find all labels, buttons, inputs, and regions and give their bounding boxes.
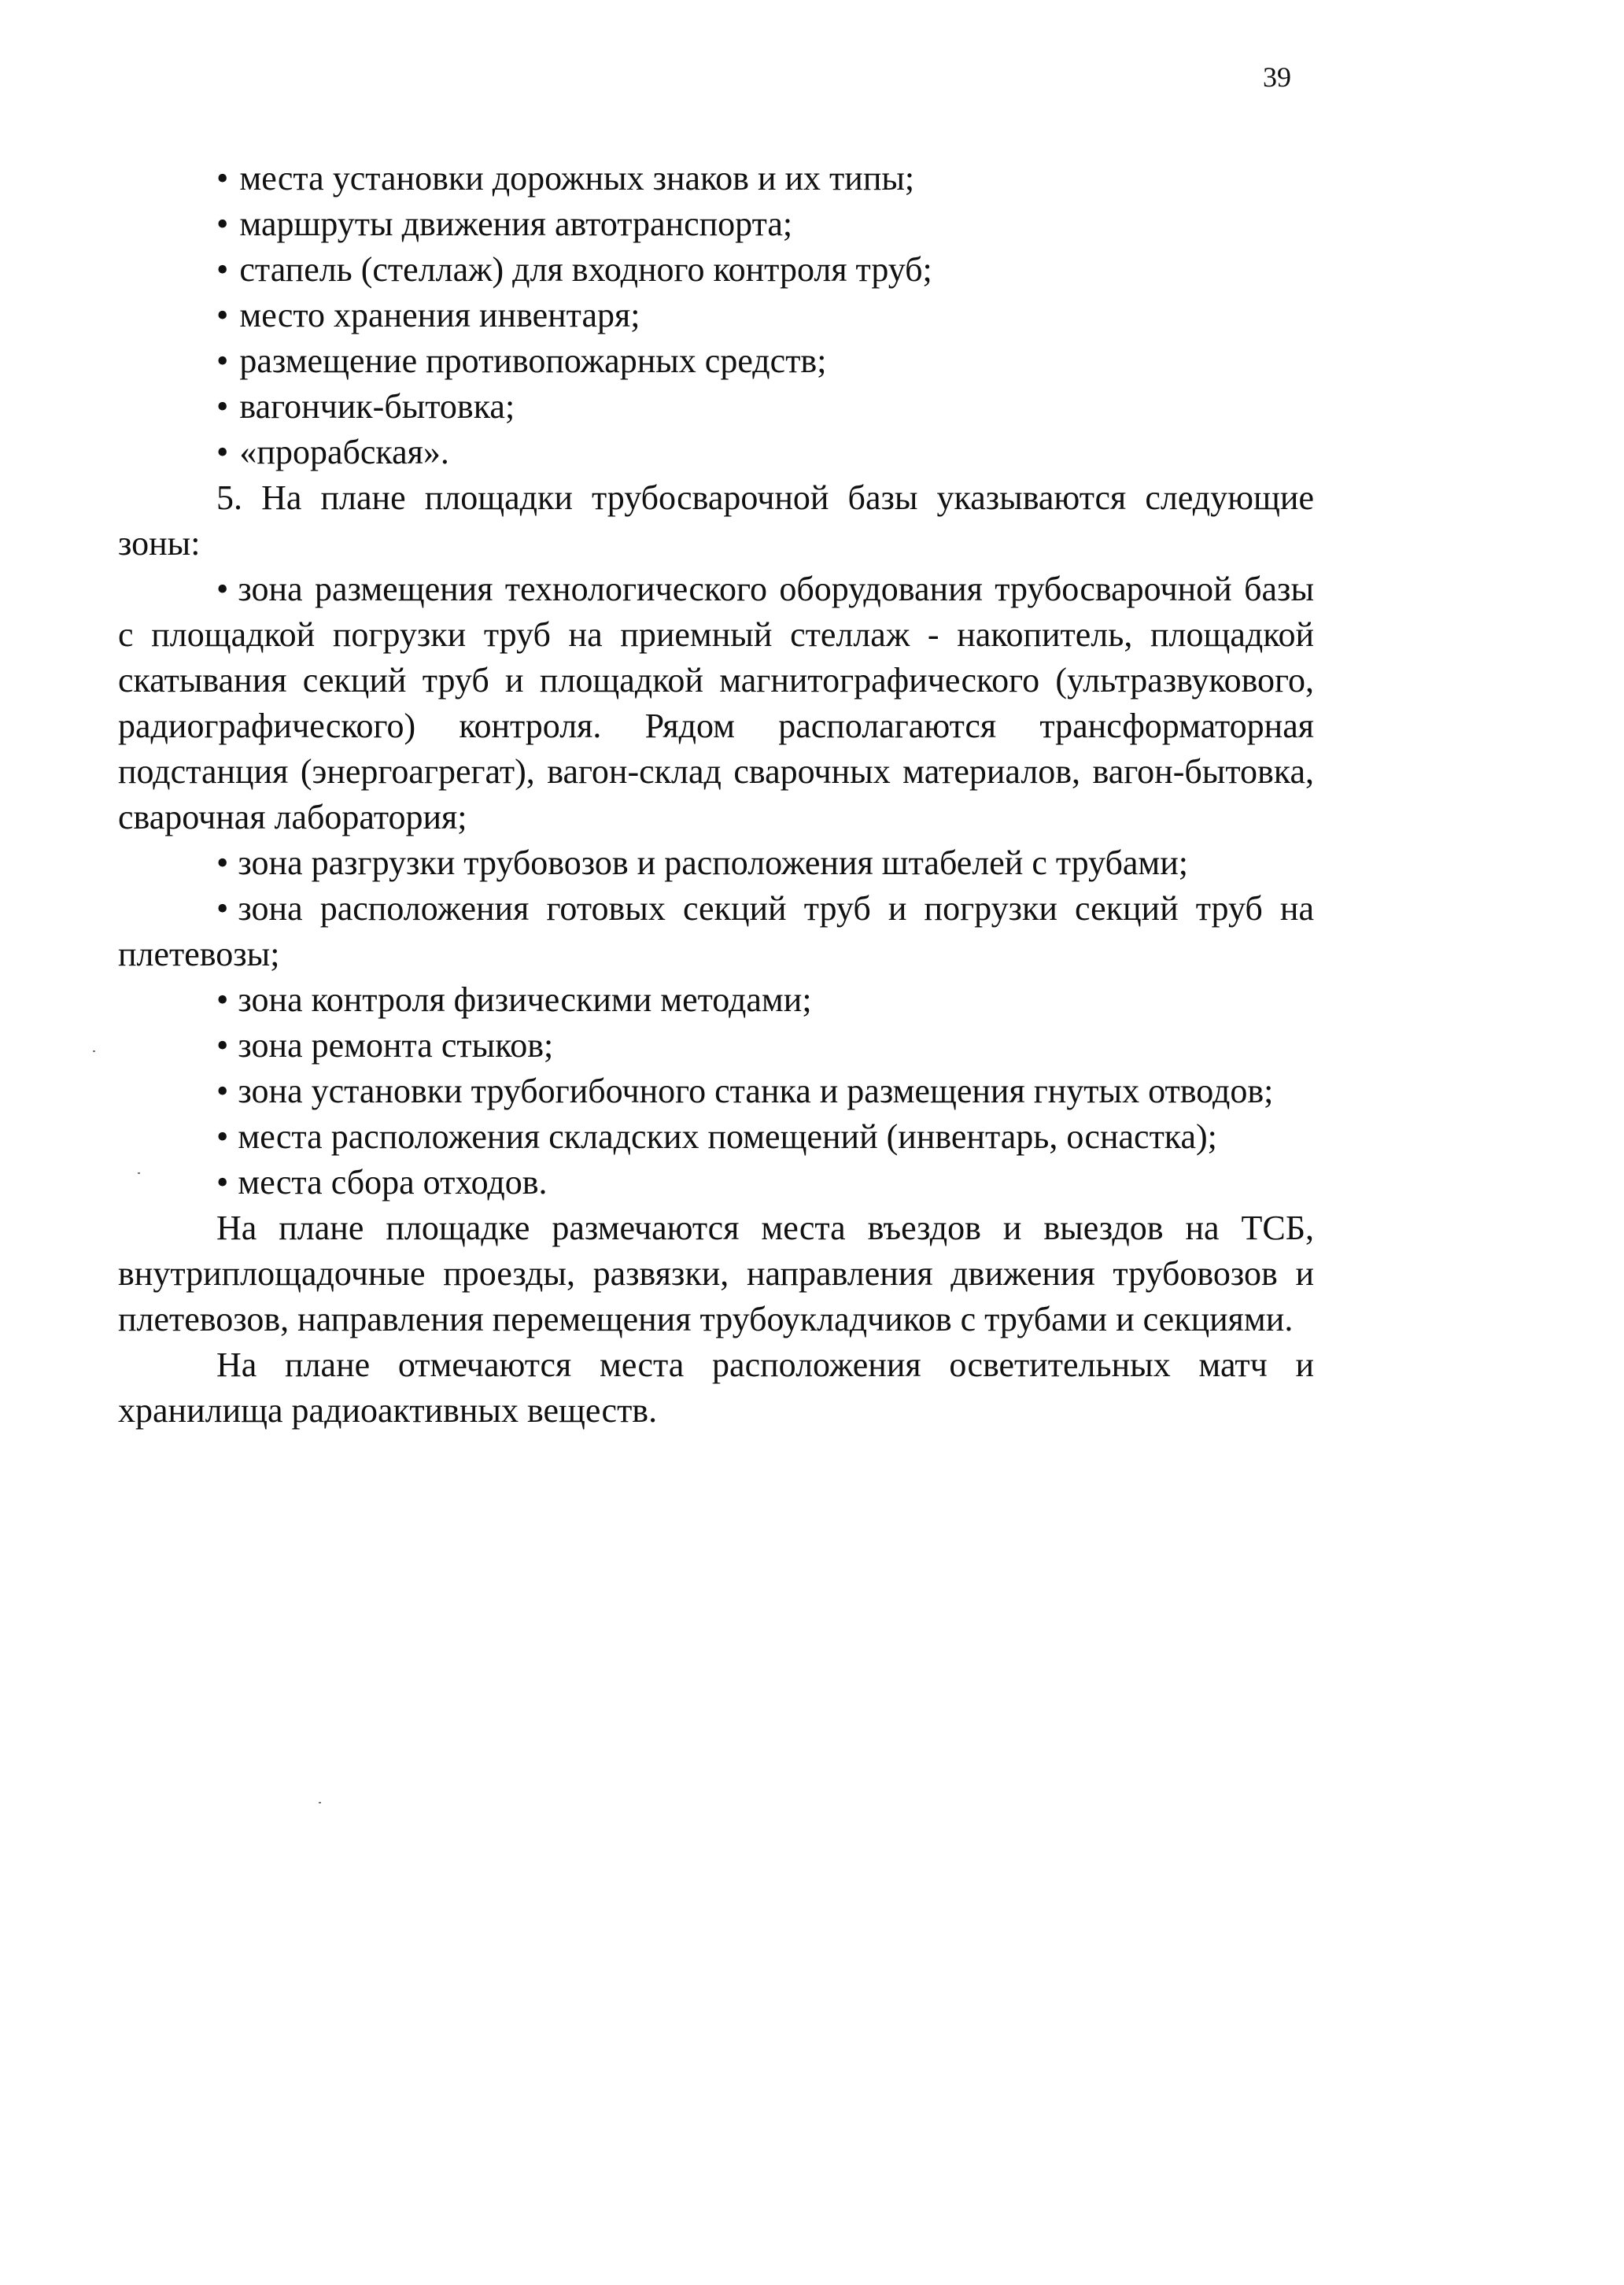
list-item — [118, 156, 1314, 201]
list-item-text: место хранения инвентаря; — [239, 296, 640, 334]
zone-item-text: места расположения складских помещений (инвентарь, оснастка); — [238, 1117, 1217, 1156]
bullet-icon: • — [216, 296, 229, 334]
list-item-text: стапель (стеллаж) для входного контроля труб; — [239, 250, 932, 289]
zone-item — [118, 1069, 1314, 1114]
bullet-icon: • — [216, 1072, 229, 1110]
page-content — [118, 156, 1314, 1434]
bullet-icon: • — [216, 889, 229, 928]
zone-item — [118, 886, 1314, 977]
list-item — [118, 293, 1314, 338]
bullet-icon: • — [216, 570, 229, 608]
section-5-intro: 5. На плане площадки трубосварочной базы указываются следующие зоны: — [118, 478, 1314, 563]
list-item — [118, 338, 1314, 384]
closing-paragraph: На плане отмечаются места расположения осветительных матч и хранилища радиоактивных веществ. — [118, 1346, 1314, 1430]
zones-list — [118, 567, 1314, 1205]
bullet-icon: • — [216, 205, 229, 243]
zone-item-text: зона размещения технологического оборудования трубосварочной базы с площадкой погрузки труб на приемный стеллаж - накопитель, площадкой скатывания секций труб и площадкой магнитографического (ультразвукового, радиографического) контроля. Рядом располагаются трансформаторная подстанция (энергоагрегат), вагон-склад сварочных материалов, вагон-бытовка, сварочная лаборатория; — [118, 570, 1314, 836]
zone-item — [118, 1114, 1314, 1160]
scan-speck — [138, 1172, 140, 1174]
list-item-text: маршруты движения автотранспорта; — [239, 205, 793, 243]
bullet-icon: • — [216, 1026, 229, 1065]
scan-speck — [319, 1802, 321, 1803]
list-item — [118, 201, 1314, 247]
bullet-icon: • — [216, 159, 229, 197]
zone-item — [118, 1160, 1314, 1205]
list-item — [118, 430, 1314, 475]
list-item-text: места установки дорожных знаков и их типы; — [239, 159, 915, 197]
list-item — [118, 247, 1314, 293]
bullet-icon: • — [216, 1163, 229, 1202]
bullet-icon: • — [216, 387, 229, 426]
bullet-icon: • — [216, 341, 229, 380]
zone-item — [118, 977, 1314, 1023]
zone-item — [118, 567, 1314, 840]
closing-paragraph: На плане площадке размечаются места въездов и выездов на ТСБ, внутриплощадочные проезды, развязки, направления движения трубовозов и плетевозов, направления перемещения трубоукладчиков с трубами и секциями. — [118, 1209, 1314, 1338]
zone-item-text: зона контроля физическими методами; — [238, 980, 812, 1019]
bullet-icon: • — [216, 843, 229, 882]
list-item-text: размещение противопожарных средств; — [239, 341, 827, 380]
zone-item-text: зона разгрузки трубовозов и расположения штабелей с трубами; — [238, 843, 1188, 882]
zone-item-text: зона расположения готовых секций труб и погрузки секций труб на плетевозы; — [118, 889, 1314, 973]
zone-item-text: зона ремонта стыков; — [238, 1026, 554, 1065]
list-item-text: вагончик-бытовка; — [239, 387, 515, 426]
zone-item-text: места сбора отходов. — [238, 1163, 548, 1202]
zone-item — [118, 1023, 1314, 1069]
bullet-icon: • — [216, 980, 229, 1019]
page-number: 39 — [1263, 61, 1291, 93]
site-items-list — [118, 156, 1314, 475]
list-item-text: «прорабская». — [239, 433, 449, 471]
zone-item-text: зона установки трубогибочного станка и размещения гнутых отводов; — [238, 1072, 1274, 1110]
zone-item — [118, 840, 1314, 886]
scan-speck — [93, 1050, 95, 1052]
bullet-icon: • — [216, 1117, 229, 1156]
list-item — [118, 384, 1314, 430]
bullet-icon: • — [216, 433, 229, 471]
bullet-icon: • — [216, 250, 229, 289]
